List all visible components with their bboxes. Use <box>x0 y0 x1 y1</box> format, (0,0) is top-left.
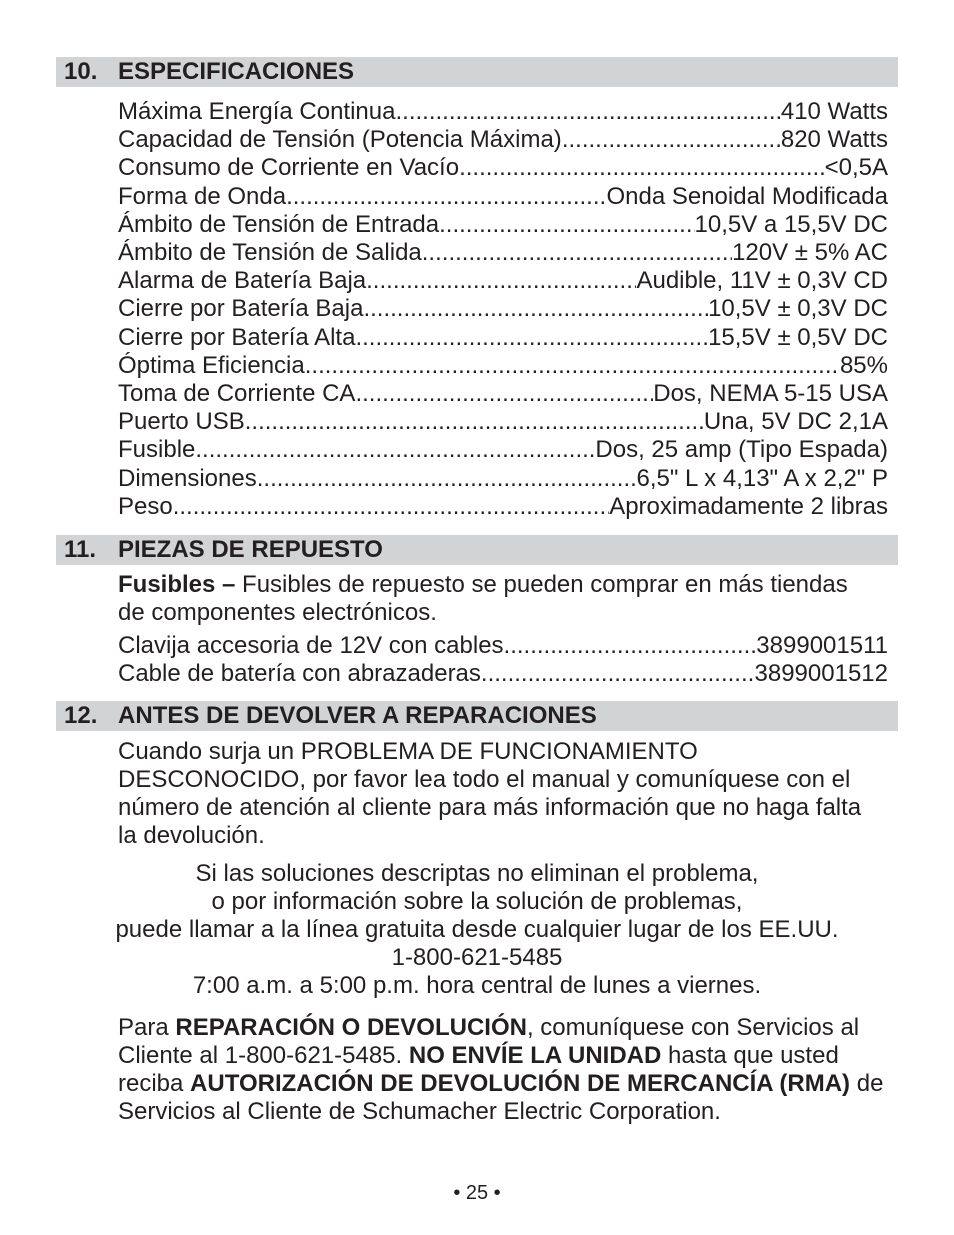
dot-leader <box>439 211 694 239</box>
spec-row <box>118 436 888 464</box>
spec-label: Puerto USB <box>118 408 245 436</box>
section-10-header <box>56 57 898 87</box>
spec-value: 10,5V ± 0,3V DC <box>708 295 888 323</box>
fuses-paragraph <box>118 571 858 627</box>
section-number: 10. <box>64 58 98 85</box>
spec-value: 410 Watts <box>780 98 888 125</box>
spec-row <box>118 154 888 182</box>
return-bold-2: NO ENVÍE LA UNIDAD <box>408 1042 662 1069</box>
spec-row <box>118 324 888 352</box>
spec-value: 85% <box>839 351 888 379</box>
spec-value: 820 Watts <box>780 126 888 154</box>
spec-row <box>118 211 888 239</box>
parts-list <box>118 632 888 688</box>
spec-value: 15,5V ± 0,5V DC <box>708 323 888 351</box>
contact-line: Si las soluciones descriptas no eliminan el problema, <box>195 860 759 887</box>
return-text-2: , comuníquese con Servicios al Cliente al 1-800-621-5485. <box>118 1014 860 1069</box>
spec-row <box>118 380 888 408</box>
section-title: ESPECIFICACIONES <box>118 58 355 85</box>
section-title: ANTES DE DEVOLVER A REPARACIONES <box>118 702 597 729</box>
dot-leader <box>366 267 636 295</box>
spec-value: <0,5A <box>824 154 888 182</box>
return-bold-3: AUTORIZACIÓN DE DEVOLUCIÓN DE MERCANCÍA (RMA) <box>190 1070 851 1097</box>
intro-paragraph: Cuando surja un PROBLEMA DE FUNCIONAMIENTO DESCONOCIDO, por favor lea todo el manual y comuníquese con el número de atención al cliente para más información que no haga falta la devolución. <box>118 738 862 849</box>
dot-leader <box>395 98 780 126</box>
dot-leader <box>305 352 840 380</box>
spec-label: Peso <box>118 492 173 520</box>
dot-leader <box>562 126 781 154</box>
return-text-4: de Servicios al Cliente de Schumacher Electric Corporation. <box>118 1070 884 1125</box>
spec-value: 3899001511 <box>756 632 888 659</box>
dot-leader <box>481 660 755 688</box>
section-number: 12. <box>64 702 98 729</box>
specifications-list <box>118 98 888 521</box>
spec-row <box>118 239 888 267</box>
spec-value: Audible, 11V ± 0,3V CD <box>636 267 888 295</box>
spec-label: Capacidad de Tensión (Potencia Máxima) <box>118 126 562 154</box>
spec-value: 6,5" L x 4,13" A x 2,2" P <box>636 464 888 492</box>
return-bold-1: REPARACIÓN O DEVOLUCIÓN <box>175 1014 527 1041</box>
contact-line: 1-800-621-5485 <box>391 944 563 971</box>
dot-leader <box>355 380 653 408</box>
dot-leader <box>173 493 609 521</box>
spec-label: Ámbito de Tensión de Salida <box>118 239 422 267</box>
spec-value: Onda Senoidal Modificada <box>606 182 888 210</box>
spec-label: Máxima Energía Continua <box>118 98 396 125</box>
spec-label: Alarma de Batería Baja <box>118 267 367 295</box>
spec-value: Aproximadamente 2 libras <box>609 492 888 520</box>
dot-leader <box>459 154 825 182</box>
section-number: 11. <box>64 536 97 563</box>
spec-row <box>118 126 888 154</box>
spec-value: Dos, NEMA 5-15 USA <box>653 380 888 408</box>
spec-label: Toma de Corriente CA <box>118 380 356 408</box>
spec-row <box>118 493 888 521</box>
spec-value: 120V ± 5% AC <box>732 239 888 267</box>
fuses-bold-label: Fusibles – <box>118 571 236 598</box>
spec-row <box>118 183 888 211</box>
dot-leader <box>245 408 704 436</box>
dot-leader <box>195 436 595 464</box>
dot-leader <box>363 295 708 323</box>
spec-value: Dos, 25 amp (Tipo Espada) <box>595 436 888 464</box>
spec-label: Cierre por Batería Baja <box>118 295 364 323</box>
dot-leader <box>422 239 732 267</box>
spec-value: 3899001512 <box>754 660 888 688</box>
dot-leader <box>504 632 757 660</box>
spec-label: Dimensiones <box>118 464 257 492</box>
spec-label: Fusible <box>118 436 196 464</box>
dot-leader <box>257 465 637 493</box>
dot-leader <box>355 324 708 352</box>
contact-line: o por información sobre la solución de problemas, <box>211 888 743 915</box>
fuses-text: Fusibles de repuesto se pueden comprar en más tiendas de componentes electrónicos. <box>118 571 848 626</box>
spec-label: Cierre por Batería Alta <box>118 323 356 351</box>
spec-label: Óptima Eficiencia <box>118 351 305 379</box>
spec-label: Consumo de Corriente en Vacío <box>118 154 460 182</box>
spec-value: Una, 5V DC 2,1A <box>703 408 888 436</box>
spec-label: Clavija accesoria de 12V con cables <box>118 632 504 659</box>
spec-row <box>118 660 888 688</box>
spec-row <box>118 352 888 380</box>
spec-row <box>118 295 888 323</box>
spec-value: 10,5V a 15,5V DC <box>694 210 888 238</box>
return-text-1: Para <box>118 1014 176 1041</box>
return-paragraph <box>118 1014 908 1126</box>
spec-label: Ámbito de Tensión de Entrada <box>118 210 440 238</box>
section-11-header <box>56 535 898 565</box>
section-title: PIEZAS DE REPUESTO <box>118 536 383 563</box>
spec-row <box>118 98 888 126</box>
contact-line: 7:00 a.m. a 5:00 p.m. hora central de lunes a viernes. <box>192 972 762 999</box>
spec-row <box>118 408 888 436</box>
contact-line: puede llamar a la línea gratuita desde cualquier lugar de los EE.UU. <box>115 916 839 943</box>
spec-label: Forma de Onda <box>118 182 287 210</box>
return-text-3: hasta que usted reciba <box>118 1042 839 1097</box>
section-12-header <box>56 701 898 731</box>
spec-row <box>118 267 888 295</box>
spec-row <box>118 465 888 493</box>
spec-row <box>118 632 888 660</box>
spec-label: Cable de batería con abrazaderas <box>118 660 481 688</box>
dot-leader <box>286 183 606 211</box>
page-number: • 25 • <box>453 1182 501 1204</box>
